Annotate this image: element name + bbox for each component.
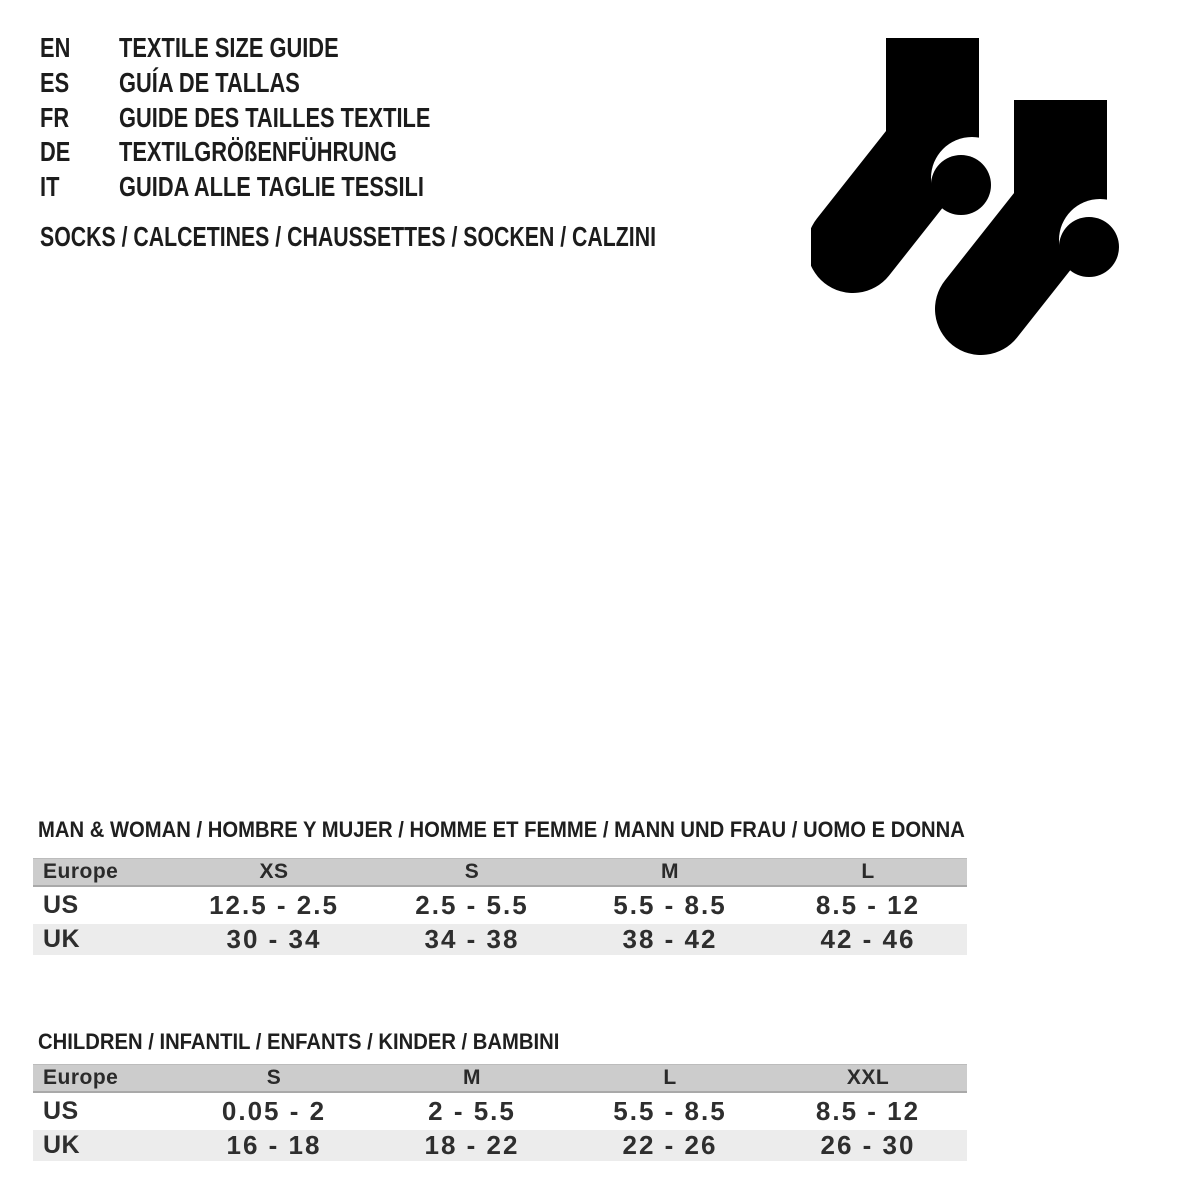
size-value: 5.5 - 8.5 (613, 1096, 727, 1126)
language-row-es (40, 66, 518, 101)
language-title-en: TEXTILE SIZE GUIDE (119, 32, 339, 64)
size-value: 42 - 46 (820, 924, 916, 954)
language-row-fr (40, 100, 518, 135)
col-header-size-l: L (663, 1066, 677, 1089)
table-row-uk (33, 1130, 967, 1161)
language-code-en: EN (40, 32, 71, 64)
size-value: 16 - 18 (226, 1130, 322, 1160)
size-value: 8.5 - 12 (815, 1096, 921, 1126)
size-value: 22 - 26 (622, 1130, 718, 1160)
language-title-list (40, 31, 518, 204)
size-value: 34 - 38 (424, 924, 520, 954)
size-value: 38 - 42 (622, 924, 718, 954)
size-table-man-woman (33, 858, 967, 955)
col-header-size-m: M (661, 860, 679, 883)
table-row-uk (33, 924, 967, 955)
language-row-de (40, 135, 518, 170)
col-header-size-xxl: XXL (846, 1066, 890, 1089)
table-row-us (33, 890, 967, 921)
socks-icon (811, 35, 1141, 365)
col-header-region: Europe (43, 860, 119, 883)
col-header-size-s: S (266, 1066, 282, 1089)
language-row-en (40, 31, 518, 66)
col-header-region: Europe (43, 1066, 119, 1089)
language-code-de: DE (40, 136, 71, 168)
language-title-it: GUIDA ALLE TAGLIE TESSILI (119, 171, 424, 203)
size-value: 18 - 22 (424, 1130, 520, 1160)
size-value: 2 - 5.5 (428, 1096, 516, 1126)
language-row-it (40, 170, 518, 205)
size-value: 5.5 - 8.5 (613, 890, 727, 920)
language-title-de: TEXTILGRÖßENFÜHRUNG (119, 136, 397, 168)
size-table-children (33, 1064, 967, 1161)
table-title-children: CHILDREN / INFANTIL / ENFANTS / KINDER / BAMBINI (38, 1029, 560, 1054)
col-header-size-xs: XS (259, 860, 289, 883)
row-label-uk: UK (43, 1131, 81, 1159)
table-title-man-woman: MAN & WOMAN / HOMBRE Y MUJER / HOMME ET FEMME / MANN UND FRAU / UOMO E DONNA (38, 817, 965, 842)
language-title-es: GUÍA DE TALLAS (119, 67, 300, 99)
row-label-us: US (43, 891, 79, 919)
language-title-fr: GUIDE DES TAILLES TEXTILE (119, 101, 431, 133)
col-header-size-l: L (861, 860, 875, 883)
table-header-row (33, 858, 967, 887)
language-code-fr: FR (40, 101, 70, 133)
size-value: 0.05 - 2 (221, 1096, 327, 1126)
language-code-es: ES (40, 67, 70, 99)
col-header-size-m: M (463, 1066, 481, 1089)
table-header-row (33, 1064, 967, 1093)
category-title: SOCKS / CALCETINES / CHAUSSETTES / SOCKEN / CALZINI (40, 221, 656, 252)
row-label-uk: UK (43, 925, 81, 953)
size-value: 2.5 - 5.5 (415, 890, 529, 920)
col-header-size-s: S (464, 860, 480, 883)
size-value: 8.5 - 12 (815, 890, 921, 920)
size-value: 26 - 30 (820, 1130, 916, 1160)
table-row-us (33, 1096, 967, 1127)
size-value: 12.5 - 2.5 (209, 890, 339, 920)
size-value: 30 - 34 (226, 924, 322, 954)
language-code-it: IT (40, 171, 60, 203)
row-label-us: US (43, 1097, 79, 1125)
